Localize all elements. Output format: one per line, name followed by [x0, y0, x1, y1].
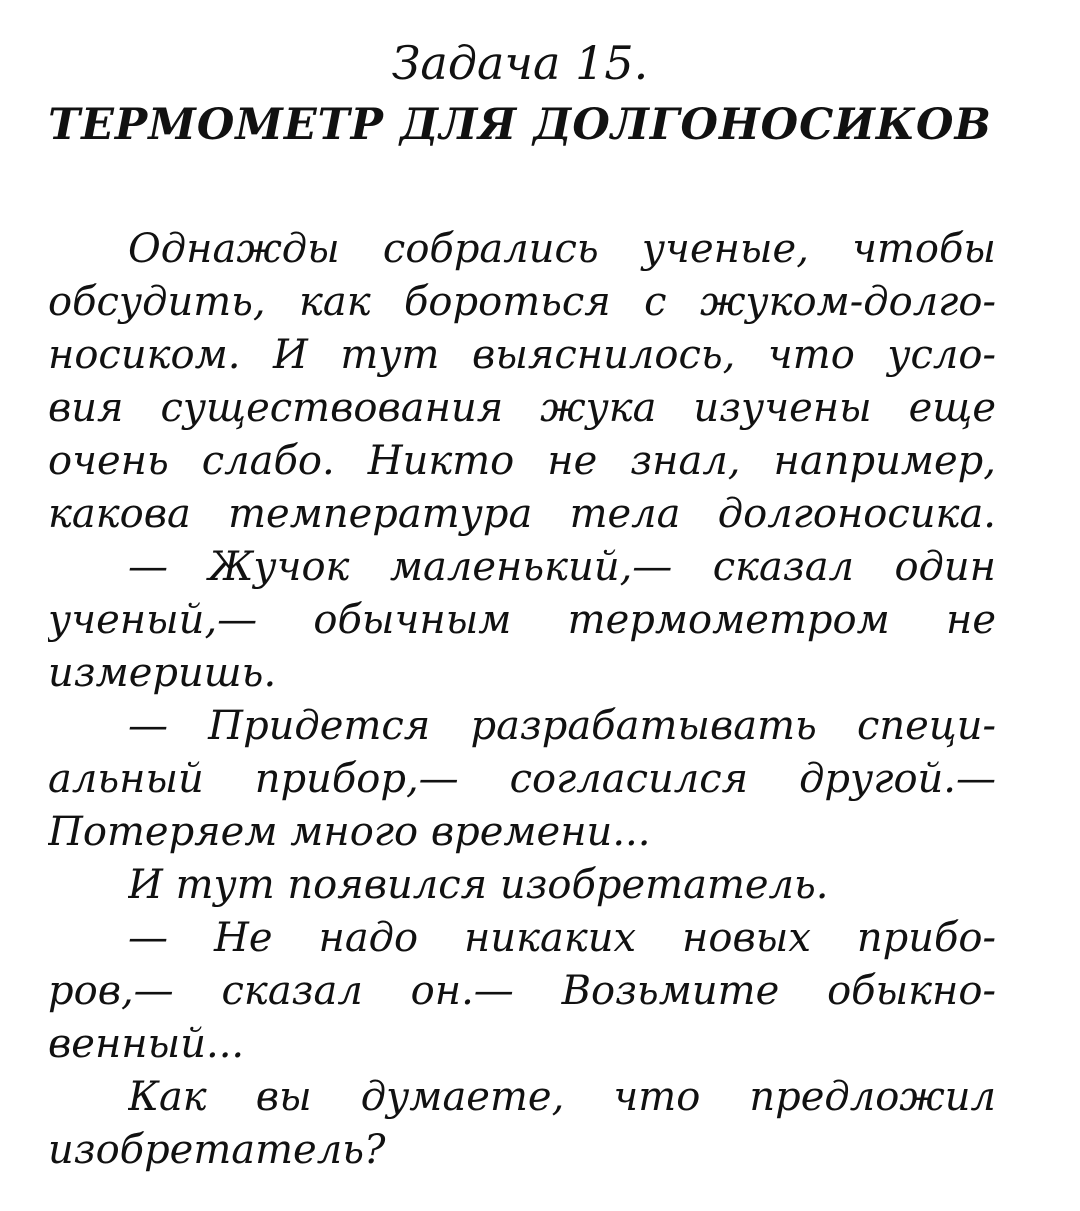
text-line: ров,— сказал он.— Возьмите обыкно- [48, 968, 996, 1014]
text-line: — Придется разрабатывать специ- [128, 703, 996, 749]
text-line: обсудить, как бороться с жуком-долго- [48, 279, 996, 325]
text-line: венный... [48, 1021, 245, 1067]
text-line: альный прибор,— согласился другой.— [48, 756, 996, 802]
text-line: Однажды собрались ученые, чтобы [128, 226, 996, 272]
text-line: И тут появился изобретатель. [128, 862, 829, 908]
text-line: Потеряем много времени... [48, 809, 651, 855]
text-line: какова температура тела долгоносика. [48, 491, 996, 537]
text-line: изобретатель? [48, 1127, 386, 1173]
text-line: — Не надо никаких новых прибо- [128, 915, 996, 961]
text-line: измеришь. [48, 650, 277, 696]
text-line: очень слабо. Никто не знал, например, [48, 438, 996, 484]
text-line: ученый,— обычным термометром не [48, 597, 996, 643]
task-title: ТЕРМОМЕТР ДЛЯ ДОЛГОНОСИКОВ [48, 100, 992, 150]
text-line: вия существования жука изучены еще [48, 385, 996, 431]
task-number: Задача 15. [391, 36, 649, 90]
text-line: — Жучок маленький,— сказал один [128, 544, 996, 590]
text-line: носиком. И тут выяснилось, что усло- [48, 332, 996, 378]
text-line: Как вы думаете, что предложил [128, 1074, 996, 1120]
